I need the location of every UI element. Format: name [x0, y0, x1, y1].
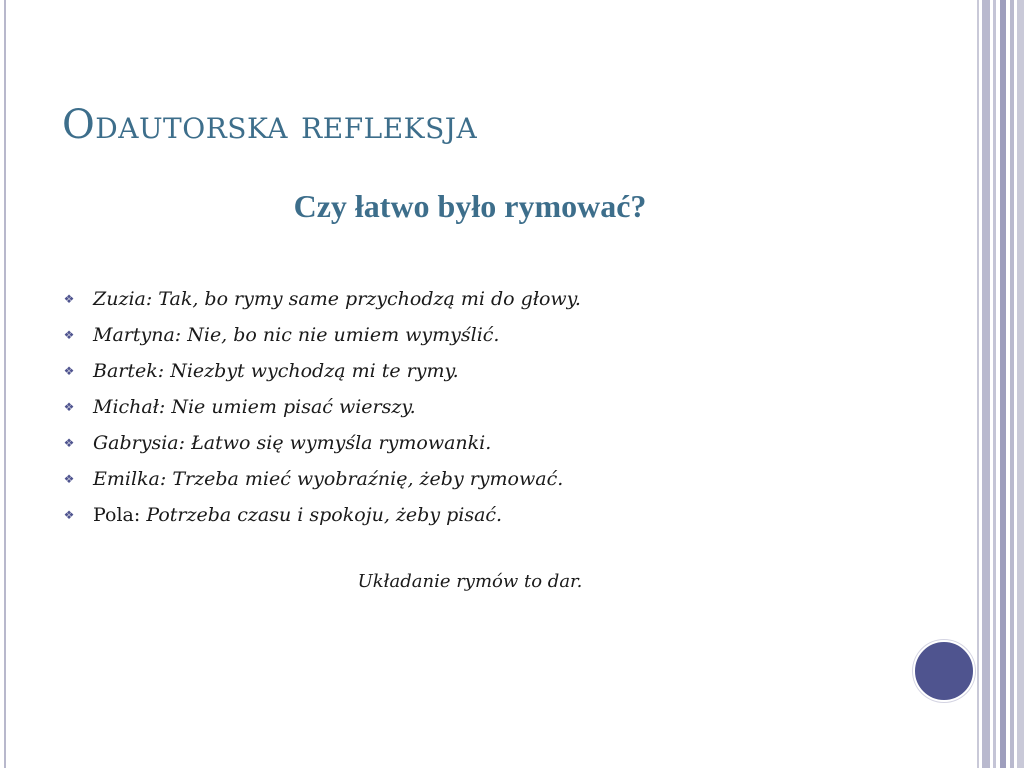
diamond-bullet-icon: ❖	[63, 508, 75, 522]
list-item	[62, 317, 581, 353]
diamond-bullet-icon: ❖	[63, 328, 75, 342]
stripe	[1000, 0, 1006, 768]
decorative-stripes	[974, 0, 1024, 768]
item-text: Zuzia: Tak, bo rymy same przychodzą mi do głowy.	[93, 288, 581, 310]
item-text: Potrzeba czasu i spokoju, żeby pisać.	[146, 504, 503, 526]
list-item	[62, 497, 581, 533]
list-item	[62, 353, 581, 389]
stripe	[982, 0, 990, 768]
diamond-bullet-icon: ❖	[63, 364, 75, 378]
item-lead: Pola:	[93, 504, 147, 526]
item-text: Martyna: Nie, bo nic nie umiem wymyślić.	[93, 324, 500, 346]
stripe	[977, 0, 979, 768]
quote-list	[62, 281, 581, 533]
item-text: Emilka: Trzeba mieć wyobraźnię, żeby rymować.	[93, 468, 564, 490]
item-text: Bartek: Niezbyt wychodzą mi te rymy.	[93, 360, 459, 382]
diamond-bullet-icon: ❖	[63, 400, 75, 414]
closing-remark: Układanie rymów to dar.	[357, 571, 583, 592]
item-text: Michał: Nie umiem pisać wierszy.	[93, 396, 416, 418]
stripe	[1017, 0, 1024, 768]
diamond-bullet-icon: ❖	[63, 472, 75, 486]
decorative-circle	[913, 640, 975, 702]
slide-title: Odautorska refleksja	[62, 102, 478, 148]
left-border-line	[4, 0, 6, 768]
list-item	[62, 461, 581, 497]
slide-subtitle: Czy łatwo było rymować?	[293, 188, 647, 224]
item-text: Gabrysia: Łatwo się wymyśla rymowanki.	[93, 432, 492, 454]
list-item	[62, 425, 581, 461]
list-item	[62, 281, 581, 317]
diamond-bullet-icon: ❖	[63, 292, 75, 306]
diamond-bullet-icon: ❖	[63, 436, 75, 450]
stripe	[993, 0, 996, 768]
list-item	[62, 389, 581, 425]
stripe	[1010, 0, 1014, 768]
